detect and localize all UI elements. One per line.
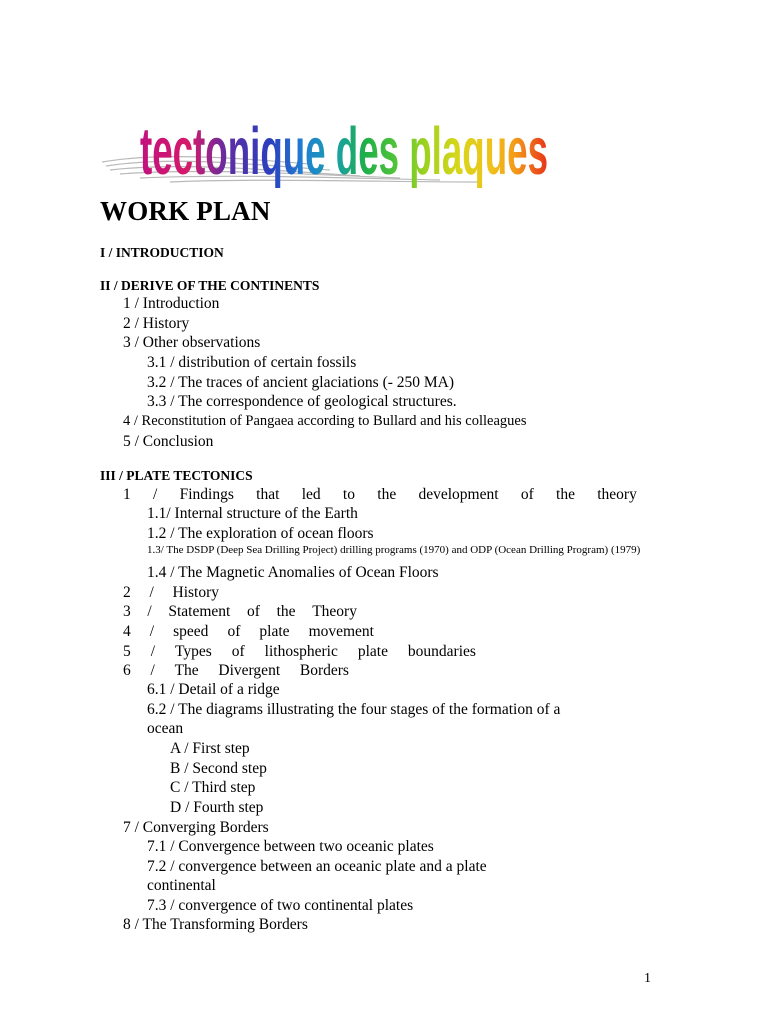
page-number: 1 <box>644 971 651 986</box>
page-title: WORK PLAN <box>100 196 271 226</box>
section-heading-plate-tectonics: III / PLATE TECTONICS <box>100 468 253 483</box>
list-item: 2 / History <box>123 315 190 332</box>
list-item: C / Third step <box>170 779 256 796</box>
section-heading-continents: II / DERIVE OF THE CONTINENTS <box>100 278 320 293</box>
list-item: 1.3/ The DSDP (Deep Sea Drilling Project) drilling programs (1970) and ODP (Ocean Drilling Program) (1979) <box>147 544 641 556</box>
list-item: 4 / Reconstitution of Pangaea according to Bullard and his colleagues <box>123 413 527 429</box>
list-item: 3 / Other observations <box>123 334 261 351</box>
list-item-statement: 3 / Statement of the Theory <box>123 603 357 620</box>
list-item-findings: 1 / Findings that led to the development of the theory <box>123 486 637 503</box>
list-item: 6.1 / Detail of a ridge <box>147 681 280 698</box>
list-item: 1.1/ Internal structure of the Earth <box>147 505 358 522</box>
list-item: 6.2 / The diagrams illustrating the four stages of the formation of a <box>147 701 561 718</box>
list-item: 1 / Introduction <box>123 295 220 312</box>
list-item: 7.1 / Convergence between two oceanic plates <box>147 838 434 855</box>
list-item: 3.2 / The traces of ancient glaciations (- 250 MA) <box>147 374 455 391</box>
list-item: 7.2 / convergence between an oceanic plate and a plate <box>147 858 487 875</box>
list-item: ocean <box>147 720 184 737</box>
list-item: 7 / Converging Borders <box>123 819 269 836</box>
list-item: A / First step <box>170 740 250 757</box>
list-item-history: 2 / History <box>123 584 219 601</box>
list-item: 7.3 / convergence of two continental plates <box>147 897 414 914</box>
list-item: 1.4 / The Magnetic Anomalies of Ocean Floors <box>147 564 439 581</box>
list-item: 3.3 / The correspondence of geological structures. <box>147 393 457 410</box>
list-item: 8 / The Transforming Borders <box>123 916 308 933</box>
list-item-types: 5 / Types of lithospheric plate boundaries <box>123 643 476 660</box>
banner-text: tectonique des plaques <box>140 113 548 189</box>
list-item-speed: 4 / speed of plate movement <box>123 623 374 640</box>
list-item: 1.2 / The exploration of ocean floors <box>147 525 374 542</box>
list-item-divergent: 6 / The Divergent Borders <box>123 662 349 679</box>
list-item: 3.1 / distribution of certain fossils <box>147 354 357 371</box>
list-item: continental <box>147 877 216 894</box>
wordart-banner <box>100 92 560 202</box>
list-item: D / Fourth step <box>170 799 264 816</box>
list-item: B / Second step <box>170 760 267 777</box>
section-heading-introduction: I / INTRODUCTION <box>100 245 224 260</box>
list-item: 5 / Conclusion <box>123 433 214 450</box>
